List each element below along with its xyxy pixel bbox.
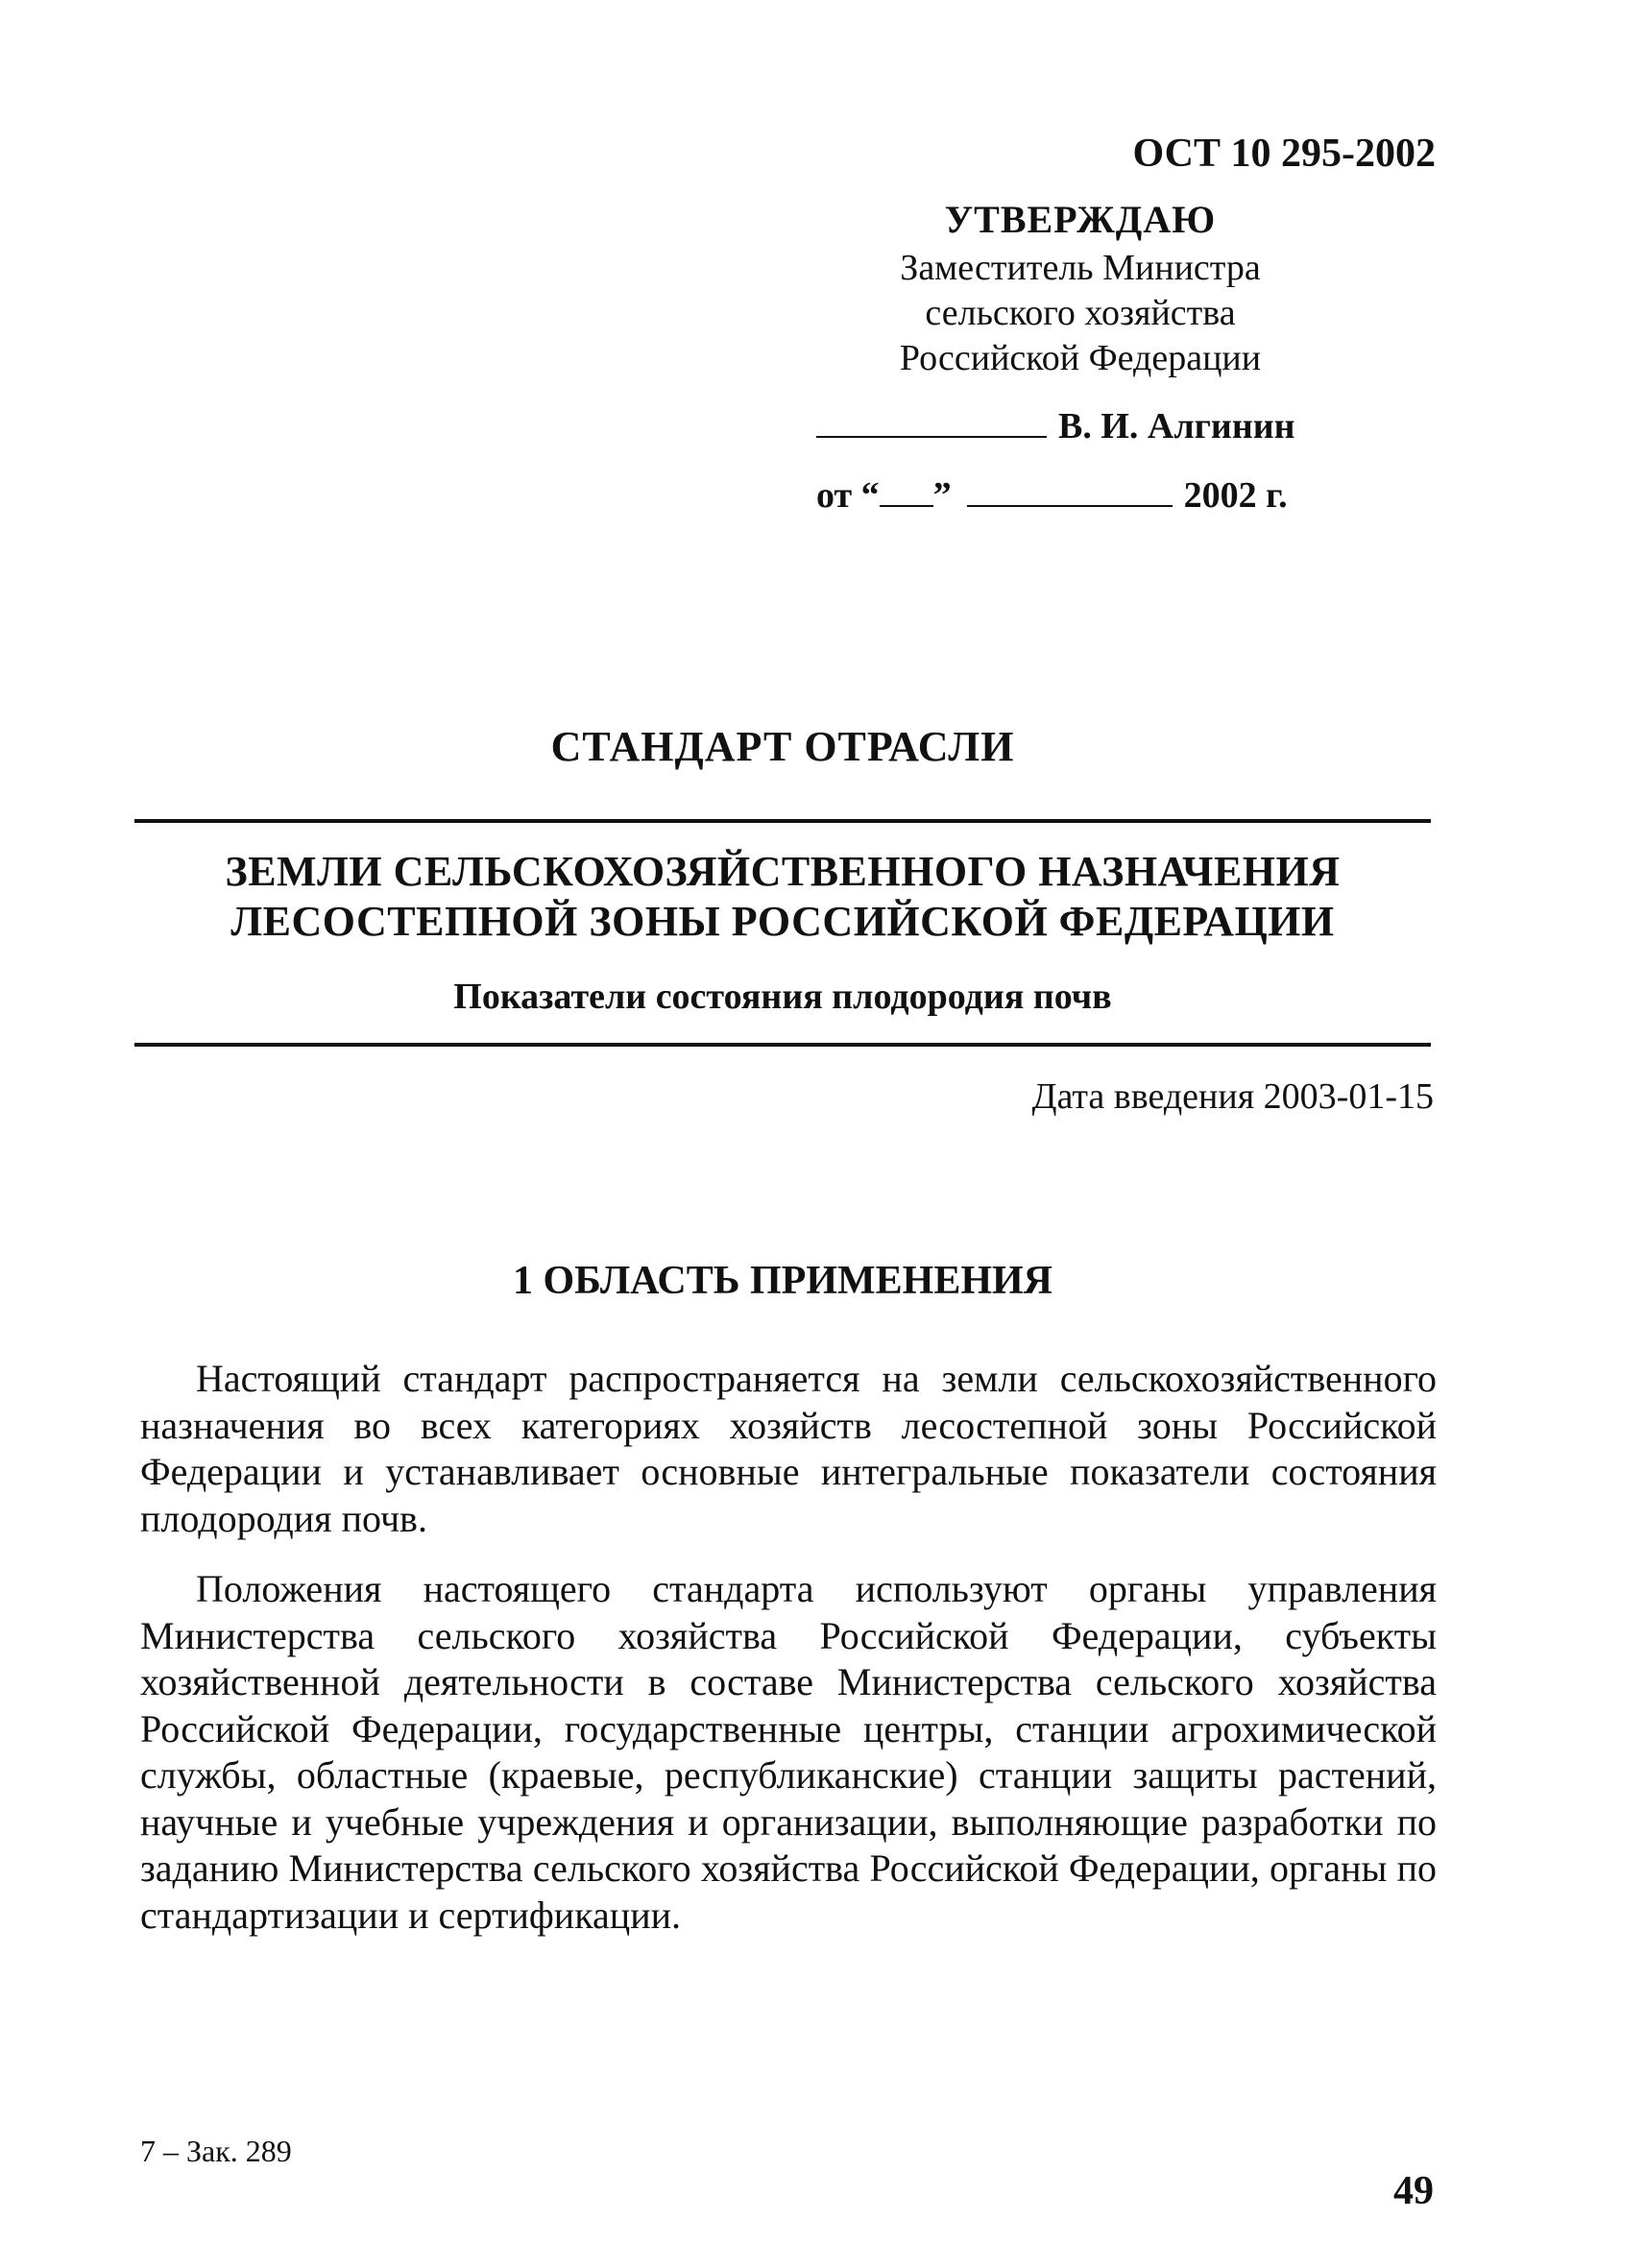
document-title xyxy=(134,847,1431,947)
section-heading: 1 ОБЛАСТЬ ПРИМЕНЕНИЯ xyxy=(512,1259,1053,1303)
date-quote-close: ” xyxy=(932,475,952,516)
section-paragraph-2: Положения настоящего стандарта используют органы управления Министерства сельского хозяйства Российской Федерации, субъекты хозяйственной деятельности в составе Министерства сельского хозяйства Российской Федерации, государственные центры, станции агрохимической службы, областные (краевые, республиканские) станции защиты растений, научные и учебные учреждения и организации, выполняющие разработки по заданию Министерства сельского хозяйства Российской Федерации, органы по стандартизации и сертификации. xyxy=(140,1567,1437,1937)
month-blank-line xyxy=(967,474,1173,507)
page-number: 49 xyxy=(1393,2169,1434,2213)
approver-position-line-2: сельского хозяйства xyxy=(925,293,1236,333)
introduction-date: Дата введения 2003-01-15 xyxy=(1031,1076,1434,1117)
signatory-name: В. И. Алгинин xyxy=(1058,406,1295,446)
document-subtitle: Показатели состояния плодородия почв xyxy=(453,977,1112,1017)
signature-row xyxy=(816,405,1335,447)
document-code: ОСТ 10 295-2002 xyxy=(1132,132,1436,176)
approver-position-line-1: Заместитель Министра xyxy=(900,248,1261,288)
approval-date-row xyxy=(816,474,1335,517)
section-paragraph-1: Настоящий стандарт распространяется на земли сельскохозяйственного назначения во всех категориях хозяйств лесостепной зоны Российской Федерации и устанавливает основные интегральные показатели состояния плодородия почв. xyxy=(140,1357,1437,1540)
approval-block xyxy=(864,194,1296,381)
approval-title: УТВЕРЖДАЮ xyxy=(944,198,1217,241)
day-blank-line xyxy=(880,474,933,507)
date-year: 2002 г. xyxy=(1183,475,1288,516)
standard-heading: СТАНДАРТ ОТРАСЛИ xyxy=(550,723,1015,770)
approver-position-line-3: Российской Федерации xyxy=(899,338,1262,378)
document-title-line-2: ЛЕСОСТЕПНОЙ ЗОНЫ РОССИЙСКОЙ ФЕДЕРАЦИИ xyxy=(230,898,1335,945)
title-bottom-rule xyxy=(134,1043,1431,1047)
order-reference: 7 – Зак. 289 xyxy=(140,2134,292,2168)
document-title-line-1: ЗЕМЛИ СЕЛЬСКОХОЗЯЙСТВЕННОГО НАЗНАЧЕНИЯ xyxy=(225,848,1341,895)
signature-blank-line xyxy=(816,405,1047,438)
title-top-rule xyxy=(134,819,1431,823)
date-prefix: от “ xyxy=(816,475,880,516)
